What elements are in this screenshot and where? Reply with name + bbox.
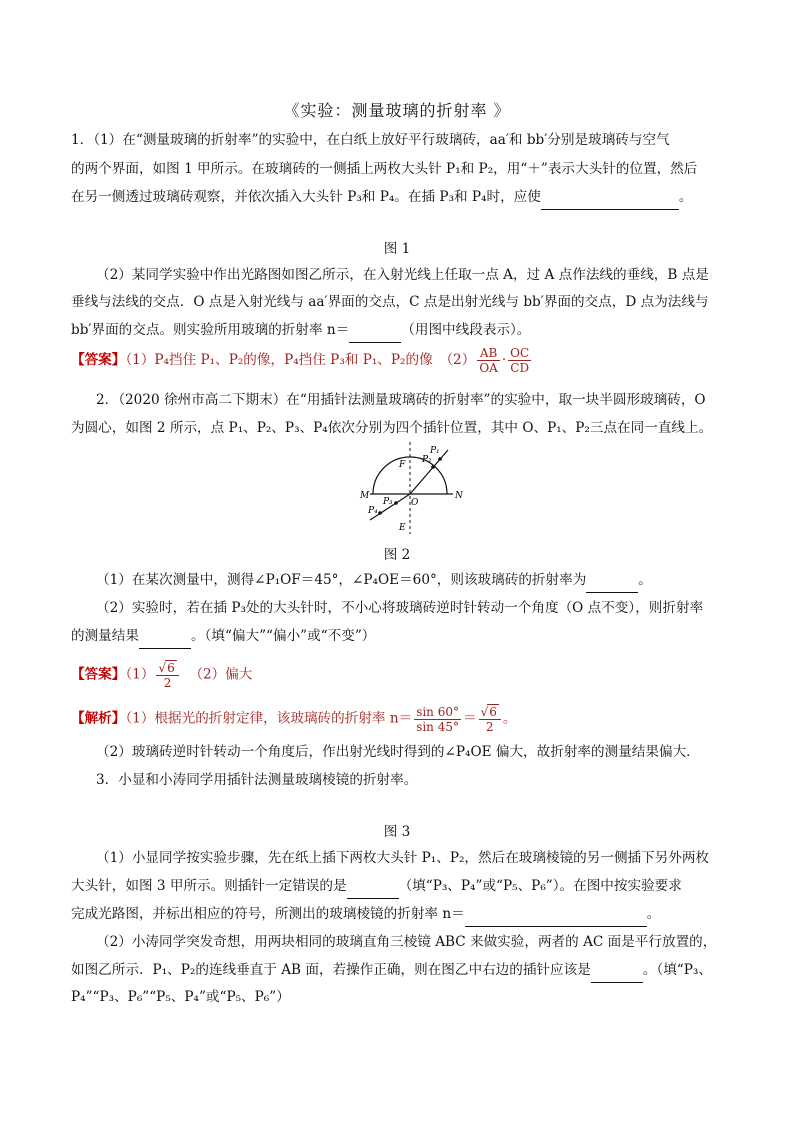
figure-2-diagram: [340, 440, 470, 540]
label-o: O: [411, 498, 419, 508]
q1-part2-line-3-text: bb′界面的交点。则实验所用玻璃的折射率 n＝: [71, 322, 350, 338]
q2-explanation-fraction-2: [479, 704, 501, 734]
q1-part2-line-1: （2）某同学实验中作出光路图如图乙所示，在入射光线上任取一点 A，过 A 点作法线的垂线，B 点是: [96, 267, 709, 283]
q2-explanation-end: 。: [502, 710, 517, 727]
q3-part1-line-2: [71, 876, 682, 899]
q1-answer-blank[interactable]: [541, 189, 679, 210]
q2-explanation-equals: ＝: [463, 710, 477, 727]
q2-part2-line-1: （2）实验时，若在插 P₃处的大头针时，不小心将玻璃砖逆时针转动一个角度（O 点不变），则折射率: [96, 600, 704, 616]
label-p1: P₁: [430, 446, 440, 456]
q3-part1-line-1: （1）小显同学按实验步骤，先在纸上插下两枚大头针 P₁、P₂，然后在玻璃棱镜的另一侧插下另外两枚: [96, 850, 710, 866]
pin-p1: [438, 457, 442, 461]
q1-line-2: 的两个界面，如图 1 甲所示。在玻璃砖的一侧插上两枚大头针 P₁和 P₂，用“＋”表示大头针的位置，然后: [71, 161, 698, 177]
q1-answer: [71, 346, 533, 375]
label-p2: P₂: [422, 455, 432, 465]
q2-answer-fraction: [156, 660, 178, 690]
q2-part2-line-2-text: 的测量结果: [71, 628, 139, 644]
q2-explanation-fraction-1: [414, 705, 461, 734]
q2-answer-denominator: 2: [163, 676, 172, 690]
q1-part2-answer-blank[interactable]: [349, 322, 401, 343]
q1-line-3: [71, 187, 692, 210]
label-n: N: [455, 491, 463, 501]
q3-part1-answer-blank-1[interactable]: [347, 878, 399, 899]
q3-part1-line-2-end: （填“P₃、P₄”或“P₅、P₆”）。在图中按实验要求: [398, 878, 682, 894]
frac2-denominator: CD: [510, 361, 530, 375]
q3-part2-line-2-text: 如图乙所示．P₁、P₂的连线垂直于 AB 面，若操作正确，则在图乙中右边的插针应该是: [71, 962, 591, 978]
q1-answer-dot: ·: [501, 352, 507, 368]
q3-part1-line-2-text: 大头针，如图 3 甲所示。则插针一定错误的是: [71, 878, 347, 894]
q3-part1-line-3-end: 。: [646, 906, 661, 922]
q3-part2-line-2-end: 。（填“P₃、: [642, 962, 712, 978]
q3-part2-answer-blank[interactable]: [591, 962, 643, 983]
answer-tag: 【答案】: [71, 666, 126, 683]
q2-answer-numerator: √6: [156, 660, 178, 676]
q2-part1-answer-blank[interactable]: [586, 572, 638, 593]
q1-answer-fraction-2: [508, 346, 531, 375]
q1-part2-line-3: [71, 320, 530, 343]
q3-part2-line-2: [71, 960, 712, 983]
label-m: M: [360, 491, 370, 501]
q1-line-3-end: 。: [678, 189, 693, 205]
q2-part2-answer-blank[interactable]: [139, 628, 191, 649]
q2-part2-line-2-end: 。（填“偏大”“偏小”或“不变”）: [190, 628, 376, 644]
figure-1-caption: 图 1: [383, 241, 411, 257]
q2-explanation-numerator: √6: [479, 704, 501, 720]
label-p3: P₃: [383, 497, 393, 507]
q2-part2-line-2: [71, 626, 375, 649]
frac1-numerator: AB: [477, 346, 500, 361]
q1-answer-text: （1）P₄挡住 P₁、P₂的像，P₄挡住 P₃和 P₁、P₂的像 （2）: [125, 352, 476, 368]
q3-part1-answer-blank-2[interactable]: [465, 906, 647, 927]
q2-line-2: 为圆心，如图 2 所示，点 P₁、P₂、P₃、P₄依次分别为四个插针位置，其中 O、P₁、P₂三点在同一直线上。: [71, 420, 713, 436]
q1-line-1: 1．（1）在“测量玻璃的折射率”的实验中，在白纸上放好平行玻璃砖，aa′和 bb′分别是玻璃砖与空气: [71, 132, 670, 148]
explanation-tag: 【解析】: [71, 710, 126, 727]
q2-line-1: 2．（2020 徐州市高二下期末）在“用插针法测量玻璃砖的折射率”的实验中，取一块半圆形玻璃砖，O: [96, 392, 706, 408]
page-title: 《实验：测量玻璃的折射率 》: [283, 101, 511, 120]
frac2-numerator: OC: [510, 346, 530, 360]
q2-part1-end: 。: [638, 572, 652, 588]
q2-explanation-radicand: 6: [489, 705, 497, 719]
q2-part1: [96, 570, 652, 593]
q3-line-1: 3．小显和小涛同学用插针法测量玻璃棱镜的折射率。: [96, 772, 418, 788]
q2-explanation: [71, 704, 516, 734]
q2-answer-part2: （2）偏大: [189, 666, 253, 683]
q2-answer-part1: （1）: [125, 666, 155, 683]
q2-part1-text: （1）在某次测量中，测得∠P₁OF＝45°，∠P₄OE＝60°，则该玻璃砖的折射率为: [96, 572, 587, 588]
q1-part2-line-3-end: （用图中线段表示）。: [401, 322, 531, 338]
q3-part2-line-1: （2）小涛同学突发奇想，用两块相同的玻璃直角三棱镜 ABC 来做实验，两者的 AC 面是平行放置的，: [96, 934, 717, 950]
q3-part1-line-3-text: 完成光路图，并标出相应的符号，所测出的玻璃棱镜的折射率 n＝: [71, 906, 465, 922]
q3-part2-line-3: P₄”“P₃、P₆”“P₅、P₄”或“P₅、P₆”）: [71, 989, 290, 1005]
figure-2-caption: 图 2: [383, 547, 411, 563]
q2-answer: [71, 660, 252, 690]
pin-p4: [378, 511, 382, 515]
q1-line-3-text: 在另一侧透过玻璃砖观察，并依次插入大头针 P₃和 P₄。在插 P₃和 P₄时，应使: [71, 189, 541, 205]
label-p4: P₄: [368, 506, 378, 516]
q1-part2-line-2: 垂线与法线的交点．O 点是入射光线与 aa′界面的交点，C 点是出射光线与 bb′界面的交点，D 点为法线与: [71, 294, 709, 310]
pin-p2: [431, 465, 435, 469]
q2-explanation-text: （1）根据光的折射定律，该玻璃砖的折射率 n＝: [125, 710, 413, 727]
figure-3-caption: 图 3: [383, 824, 411, 840]
sin60-numerator: sin 60°: [416, 704, 459, 719]
frac1-denominator: OA: [479, 361, 498, 375]
answer-tag: 【答案】: [71, 352, 126, 368]
q2-answer-radicand: 6: [167, 661, 175, 675]
sin45-denominator: sin 45°: [416, 719, 459, 734]
q1-answer-fraction-1: [477, 346, 500, 375]
label-e: E: [399, 523, 406, 533]
q3-part1-line-3: [71, 904, 660, 927]
label-f: F: [399, 460, 406, 470]
q2-explanation-2: （2）玻璃砖逆时针转动一个角度后，作出射光线时得到的∠P₄OE 偏大，故折射率的测量结果偏大．: [96, 744, 700, 760]
pin-p3: [394, 501, 398, 505]
q2-explanation-denominator: 2: [485, 720, 494, 734]
